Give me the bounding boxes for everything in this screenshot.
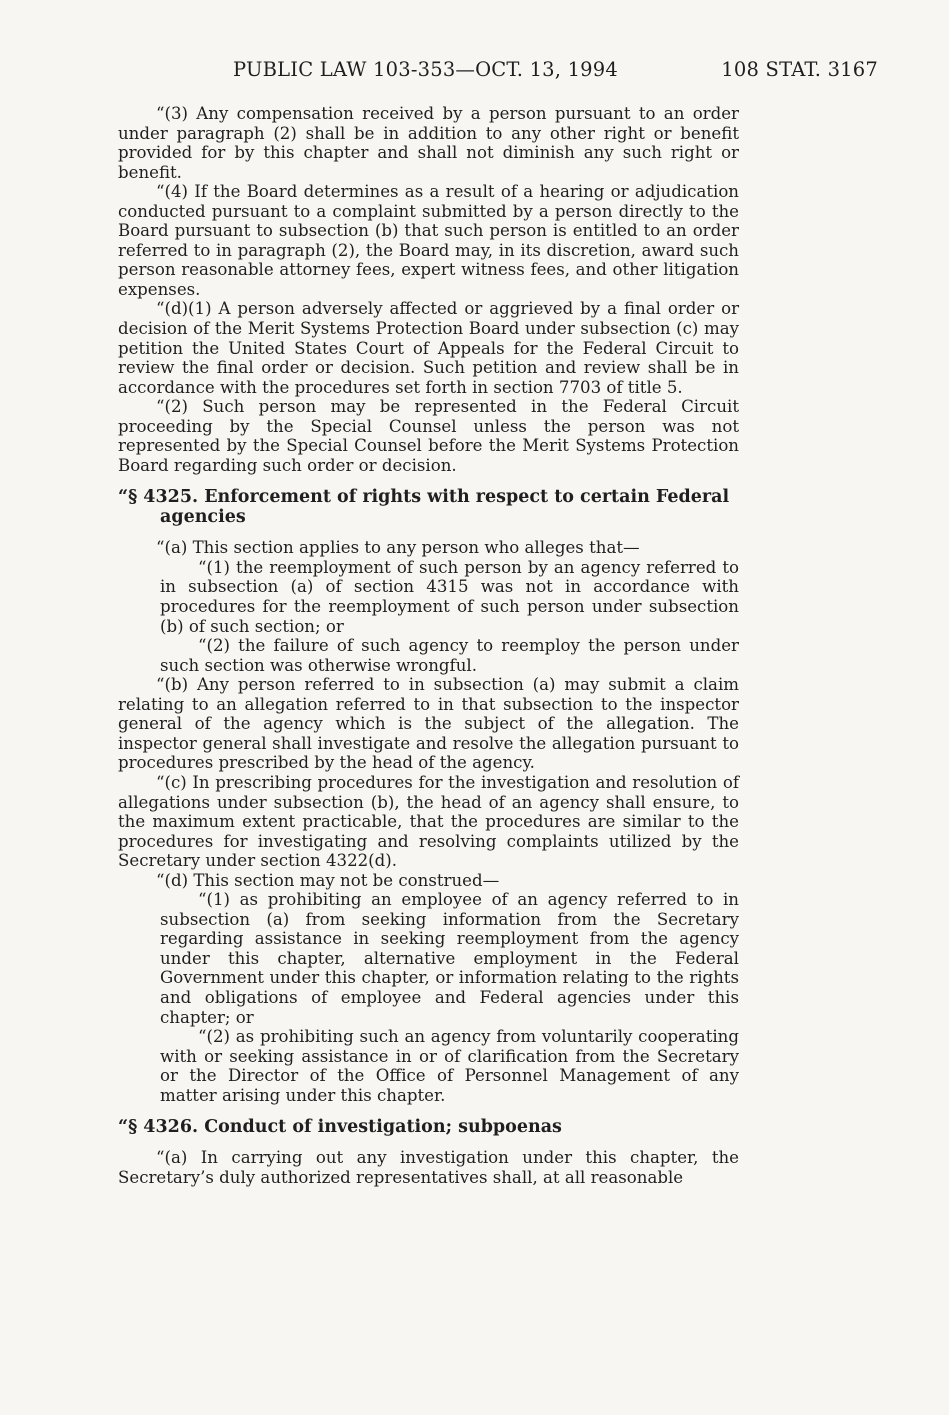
section-4325-c: “(c) In prescribing procedures for the investigation and resolution of allegations under subsection (b), the head of an agency shall ensure, to the maximum extent practicable, that the procedures are similar to the procedures for investigating and resolving complaints utilized by the Secretary under section 4322(d). — [118, 772, 739, 871]
paragraph-d2: “(2) Such person may be represented in the Federal Circuit proceeding by the Special Counsel unless the person was not represented by the Special Counsel before the Merit Systems Protection Board regarding such order or decision. — [118, 397, 739, 475]
section-4325-heading: “§ 4325. Enforcement of rights with respect to certain Federal agencies — [118, 487, 730, 528]
section-4325-a1: “(1) the reemployment of such person by an agency referred to in subsection (a) of section 4315 was not in accordance with procedures for the reemployment of such person under subsection (b) of such section; or — [160, 557, 739, 636]
paragraph-d1: “(d)(1) A person adversely affected or aggrieved by a final order or decision of the Merit Systems Protection Board under subsection (c) may petition the United States Court of Appeals for the Federal Circuit to review the final order or decision. Such petition and review shall be in accordance with the procedures set forth in section 7703 of title 5. — [118, 299, 739, 397]
running-header — [118, 58, 878, 88]
section-4326-a: “(a) In carrying out any investigation under this chapter, the Secretary’s duly authorized representatives shall, at all reasonable — [118, 1148, 739, 1187]
section-4325-d: “(d) This section may not be construed— — [156, 870, 500, 890]
section-4326-heading: “§ 4326. Conduct of investigation; subpoenas — [118, 1117, 562, 1138]
section-4325-d1: “(1) as prohibiting an employee of an agency referred to in subsection (a) from seeking information from the Secretary regarding assistance in seeking reemployment from the agency under this chapter, alternative employment in the Federal Government under this chapter, or information relating to the rights and obligations of employee and Federal agencies under this chapter; or — [160, 890, 739, 1027]
section-4325-a2: “(2) the failure of such agency to reemploy the person under such section was otherwise wrongful. — [160, 636, 739, 675]
paragraph-c3: “(3) Any compensation received by a person pursuant to an order under paragraph (2) shall be in addition to any other right or benefit provided for by this chapter and shall not diminish any such right or benefit. — [118, 104, 739, 182]
paragraph-c4: “(4) If the Board determines as a result of a hearing or adjudication conducted pursuant to a complaint submitted by a person directly to the Board pursuant to subsection (b) that such person is entitled to an order referred to in paragraph (2), the Board may, in its discretion, award such person reasonable attorney fees, expert witness fees, and other litigation expenses. — [118, 182, 739, 299]
section-4325-a: “(a) This section applies to any person who alleges that— — [156, 538, 640, 558]
section-4325-b: “(b) Any person referred to in subsection (a) may submit a claim relating to an allegation referred to in that subsection to the inspector general of the agency which is the subject of the allegation. The inspector general shall investigate and resolve the allegation pursuant to procedures prescribed by the head of the agency. — [118, 675, 739, 773]
header-law-citation: PUBLIC LAW 103-353—OCT. 13, 1994 — [233, 58, 619, 81]
header-stat-page: 108 STAT. 3167 — [721, 58, 878, 81]
section-4325-d2: “(2) as prohibiting such an agency from voluntarily cooperating with or seeking assistance in or of clarification from the Secretary or the Director of the Office of Personnel Management of any matter arising under this chapter. — [160, 1027, 739, 1105]
body-text — [118, 104, 739, 1187]
